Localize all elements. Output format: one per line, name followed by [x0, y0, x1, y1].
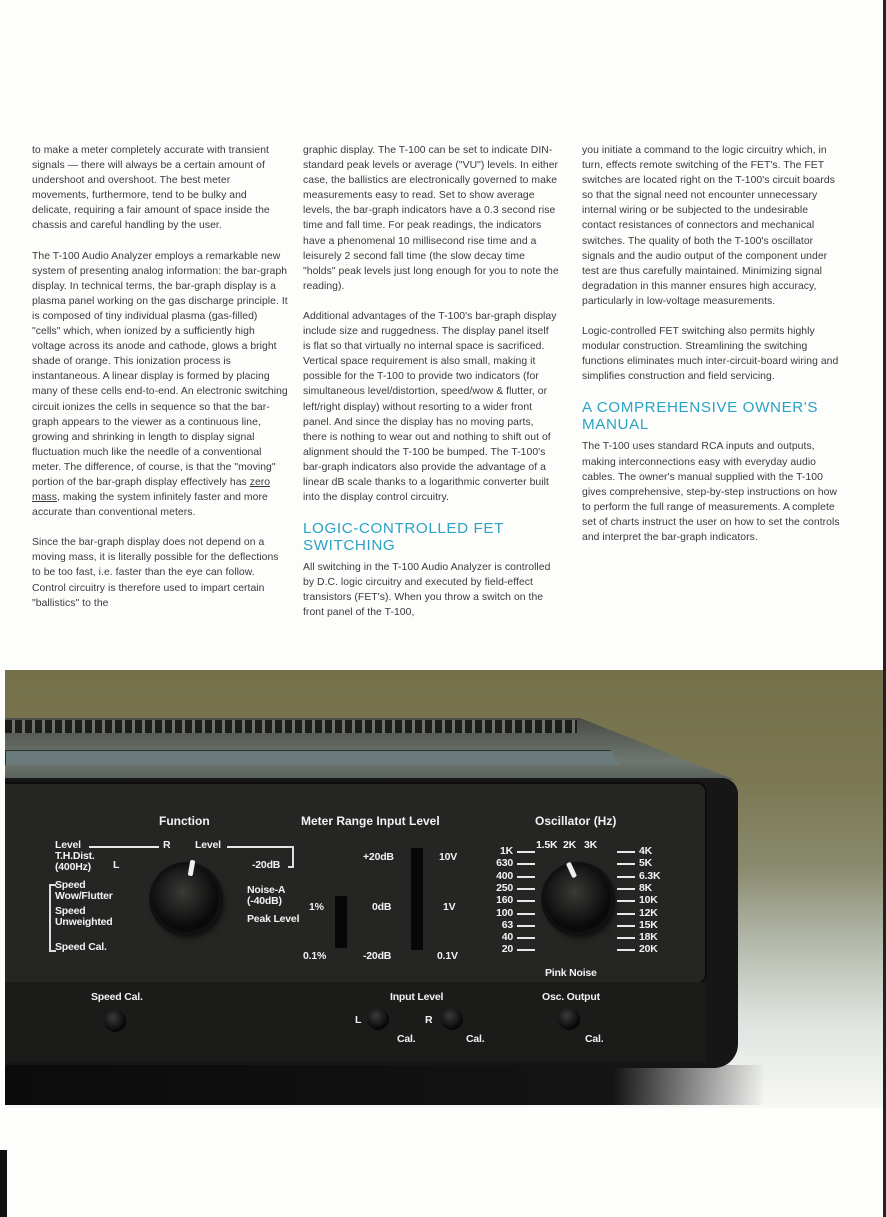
knob-pointer: [188, 860, 196, 877]
oscillator-label: 2K: [563, 839, 577, 851]
front-panel: [5, 782, 707, 984]
input-level-label: +20dB: [363, 851, 394, 863]
dial-tick: [617, 949, 635, 951]
function-label: Peak Level: [247, 913, 300, 925]
right-input-cal-knob[interactable]: [441, 1008, 463, 1030]
input-level-label: 1V: [443, 901, 456, 913]
input-level-label: 0dB: [372, 901, 392, 913]
dial-tick: [617, 863, 635, 865]
function-label: Level: [55, 839, 81, 851]
dial-tick: [517, 937, 535, 939]
function-label: Speed: [55, 879, 86, 891]
oscillator-label: 20K: [639, 943, 658, 956]
dial-tick: [617, 888, 635, 890]
function-label: Noise-A: [247, 884, 286, 896]
label-leader-line: [89, 846, 159, 848]
oscillator-label: 63: [501, 918, 513, 931]
dial-tick: [617, 925, 635, 927]
dial-tick: [517, 851, 535, 853]
function-label: R: [163, 839, 171, 851]
oscillator-label: 630: [496, 857, 513, 870]
speed-cal-label: Speed Cal.: [91, 991, 143, 1003]
section-heading: A COMPREHENSIVE OWNER'S MANUAL: [582, 399, 819, 434]
function-label: Speed Cal.: [55, 941, 107, 953]
oscillator-label: 18K: [639, 931, 658, 944]
oscillator-label: 100: [496, 906, 513, 919]
function-label: L: [113, 859, 120, 871]
page-binding-edge: [0, 1150, 7, 1217]
oscillator-label: 250: [496, 881, 513, 894]
text-column-1: [32, 143, 288, 626]
front-panel-lower: [5, 982, 705, 1062]
meter-range-title: Meter Range Input Level: [301, 814, 440, 828]
cal-label: Cal.: [397, 1033, 416, 1045]
underlined-phrase: zero mass: [32, 476, 271, 504]
osc-output-knob[interactable]: [558, 1008, 580, 1030]
function-label: Level: [195, 839, 221, 851]
paragraph: The T-100 uses standard RCA inputs and outputs, making interconnections easy with everyday audio cables. The owner's manual supplied with the T-100 gives comprehensive, step-by-step instructions on how to perform the full range of measurements. A complete set of charts instruct the user on how to set the controls and interpret the bar-graph indicators.: [582, 441, 840, 543]
paragraph: Additional advantages of the T-100's bar-graph display include size and ruggedness. The display panel itself is flat so that virtually no internal space is sacrificed. Vertical space requirement is also small, making it possible for the T-100 to provide two indicators (for simultaneous level/distortion, speed/wow & flutter, or left/right display) without resorting to a wider front panel. And since the display has no moving parts, there is nothing to wear out and nothing to shift out of alignment should the T-100 be bumped. The T-100's bar-graph indicators also provide the advantage of a linear dB scale thanks to a logarithmic converter built into the display control circuitry.: [303, 310, 557, 504]
text-column-2: [303, 143, 559, 636]
section-heading: LOGIC-CONTROLLED FET SWITCHING: [303, 520, 504, 555]
function-label: (400Hz): [55, 861, 91, 873]
oscillator-label: 400: [496, 869, 513, 882]
dial-tick: [617, 913, 635, 915]
function-label: T.H.Dist.: [55, 850, 95, 862]
oscillator-label: 10K: [639, 894, 658, 907]
dial-tick: [617, 900, 635, 902]
left-input-cal-knob[interactable]: [367, 1008, 389, 1030]
oscillator-label: 3K: [584, 839, 598, 851]
oscillator-label: 6.3K: [639, 869, 661, 882]
osc-output-label: Osc. Output: [542, 991, 600, 1003]
left-channel-label: L: [355, 1014, 362, 1026]
input-level-label: -20dB: [363, 950, 392, 962]
input-level-slider[interactable]: [411, 848, 423, 950]
oscillator-label: 5K: [639, 857, 653, 870]
oscillator-label: 15K: [639, 918, 658, 931]
oscillator-frequency-knob[interactable]: [545, 866, 611, 932]
input-level-label: 0.1V: [437, 950, 458, 962]
dial-tick: [517, 925, 535, 927]
device-shadow: [5, 1065, 765, 1105]
dial-tick: [517, 876, 535, 878]
product-photo: [5, 670, 883, 1108]
oscillator-label: 4K: [639, 845, 653, 857]
dial-tick: [517, 913, 535, 915]
function-label: (-40dB): [247, 895, 282, 907]
dial-tick: [517, 949, 535, 951]
label-leader-line: [227, 846, 293, 848]
ventilation-slots: [5, 720, 577, 733]
oscillator-label: 160: [496, 894, 513, 907]
oscillator-label: 40: [501, 931, 513, 944]
paragraph: graphic display. The T-100 can be set to indicate DIN-standard peak levels or average ("VU") levels. In either case, the ballistics are electronically governed to make measurements easy to read. Set to show average levels, the bar-graph indicators have a 0.3 second rise time and fall time. For peak readings, the indicators have a phenomenal 10 millisecond rise time and a leisurely 2 second fall time (the slow decay time "holds" peak levels just long enough for you to note the reading).: [303, 145, 559, 292]
bar-graph-display: [5, 750, 622, 767]
meter-range-label: 1%: [309, 901, 324, 913]
oscillator-label: 1.5K: [536, 839, 558, 851]
cal-label: Cal.: [585, 1033, 604, 1045]
function-label: Speed: [55, 905, 86, 917]
oscillator-label: 12K: [639, 906, 658, 919]
oscillator-label: Pink Noise: [545, 967, 597, 979]
function-label: Wow/Flutter: [55, 890, 113, 902]
paragraph: to make a meter completely accurate with transient signals — there will always be a certain amount of undershoot and overshoot. The best meter movements, furthermore, tend to be bulky and delicate, requiring a fair amount of space inside the chassis and careful handling by the user.: [32, 145, 270, 232]
input-level-cal-label: Input Level: [390, 991, 444, 1003]
speed-bracket: [49, 884, 56, 952]
oscillator-label: 8K: [639, 881, 653, 894]
knob-pointer: [566, 862, 577, 879]
dial-tick: [517, 900, 535, 902]
paragraph: Since the bar-graph display does not depend on a moving mass, it is literally possible for the deflections to be too fast, i.e. faster than the eye can follow. Control circuitry is therefore used to impart certain "ballistics" to the: [32, 537, 279, 609]
dial-tick: [617, 937, 635, 939]
oscillator-label: 20: [501, 943, 513, 956]
function-selector-knob[interactable]: [153, 866, 219, 932]
function-label: -20dB: [252, 859, 281, 871]
oscillator-label: 1K: [499, 845, 513, 857]
dial-tick: [617, 851, 635, 853]
input-level-label: 10V: [439, 851, 458, 863]
level-bracket: [288, 846, 294, 868]
cal-label: Cal.: [466, 1033, 485, 1045]
dial-tick: [517, 888, 535, 890]
oscillator-title: Oscillator (Hz): [535, 814, 617, 828]
paragraph: The T-100 Audio Analyzer employs a remarkable new system of presenting analog information: the bar-graph display. In technical terms, the bar-graph display is a plasma panel working on the gas discharge principle. It is composed of tiny individual plasma (gas-filled) "cells" which, when ionized by a sufficiently high voltage across its anode and cathode, glows a bright shade of orange. This ionization process is instantaneous. A linear display is formed by placing many of these cells end-to-end. An electronic switching circuit ionizes the cells in sequence so that the bar-graph appears to the viewer as a continuous line, growing and shrinking in length to display signal fluctuation much like the needle of a conventional meter. The difference, of course, is that the "moving" portion of the bar-graph display effectively has zero mass, making the system infinitely faster and more accurate than conventional meters.: [32, 250, 288, 519]
paragraph: Logic-controlled FET switching also permits highly modular construction. Streamlining the switching functions eliminates much inter-circuit-board wiring and simplifies construction and field servicing.: [582, 326, 839, 383]
paragraph: All switching in the T-100 Audio Analyzer is controlled by D.C. logic circuitry and executed by field-effect transistors (FET's). When you throw a switch on the front panel of the T-100,: [303, 562, 551, 619]
meter-range-slider[interactable]: [335, 896, 347, 948]
dial-tick: [517, 863, 535, 865]
speed-cal-knob[interactable]: [104, 1010, 126, 1032]
function-title: Function: [159, 814, 210, 828]
meter-range-label: 0.1%: [303, 950, 327, 962]
paragraph: you initiate a command to the logic circuitry which, in turn, effects remote switching of the FET's. The FET switches are located right on the T-100's circuit boards so that the signal need not encounter unnecessary internal wiring or be subjected to the undesirable contact resistances of connectors and mechanical switches. The quality of both the T-100's oscillator signals and the audio output of the component under test are thus carefully maintained. Minimizing signal degradation in this manner ensures high accuracy, particularly in low-voltage measurements.: [582, 145, 835, 307]
dial-tick: [617, 876, 635, 878]
text-column-3: [582, 143, 844, 560]
right-channel-label: R: [425, 1014, 433, 1026]
function-label: Unweighted: [55, 916, 113, 928]
